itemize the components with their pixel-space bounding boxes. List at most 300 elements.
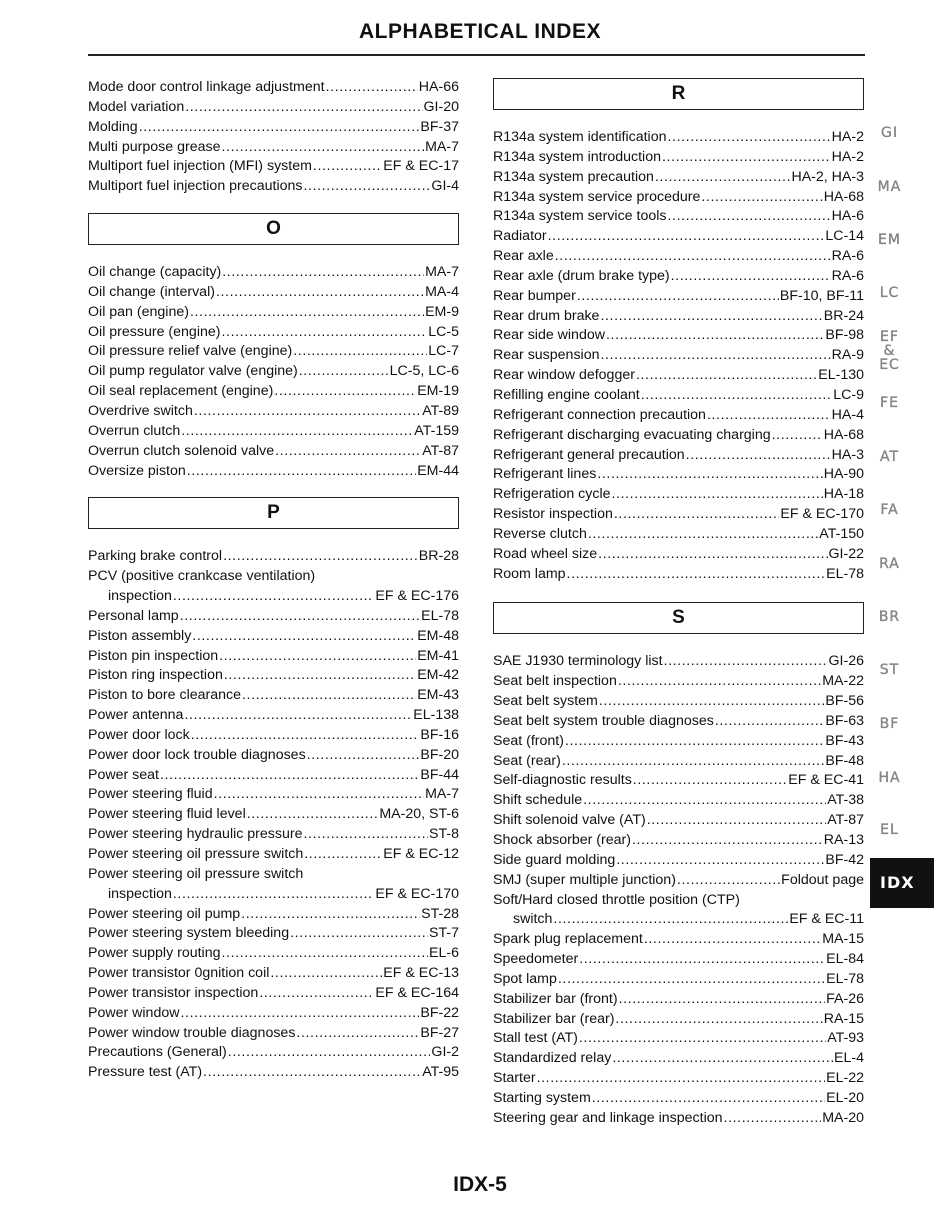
entry-page-ref: LC-14 [825,228,864,245]
dot-leader [191,726,420,746]
dot-leader [772,426,823,446]
section-tab-ef-ec: EF & EC [879,329,900,373]
entry-label: Rear axle (drum brake type) [493,267,670,284]
entry-page-ref: EF & EC-17 [383,158,459,175]
dot-leader [180,607,420,627]
entry-label: Multi purpose grease [88,138,221,155]
entry-label: Resistor inspection [493,506,613,523]
index-entry [88,746,459,766]
dot-leader [644,930,821,950]
entry-label: Side guard molding [493,851,616,868]
index-entry [493,148,864,168]
entry-page-ref: BF-98 [825,327,864,344]
title-rule [88,54,865,56]
entry-label: R134a system service procedure [493,188,701,205]
section-tab-at: AT [879,449,900,465]
index-entry [88,462,459,482]
left-column [88,78,459,1083]
dot-leader [600,307,822,327]
index-entry [493,207,864,227]
dot-leader [668,128,831,148]
dot-leader [615,1010,822,1030]
index-entry [88,1024,459,1044]
o-entries-list [88,263,459,481]
entry-page-ref: RA-15 [823,1010,864,1027]
dot-leader [600,346,830,366]
index-entry [88,627,459,647]
entry-label: Starting system [493,1089,591,1106]
index-entry [493,346,864,366]
s-entries-list [493,652,864,1128]
index-entry [493,1109,864,1129]
index-entry [88,402,459,422]
entry-label: Oil change (interval) [88,283,215,300]
entry-label: Soft/Hard closed throttle position (CTP) [493,891,740,908]
dot-leader [185,98,422,118]
entry-page-ref: MA-7 [425,786,459,803]
section-tab-el: EL [880,822,899,838]
index-entry [88,342,459,362]
entry-page-ref: GI-4 [431,178,459,195]
entry-label: Personal lamp [88,607,179,624]
entry-label: Model variation [88,98,185,115]
entry-label: Oil pressure relief valve (engine) [88,343,293,360]
index-entry [493,326,864,346]
entry-label: Oil change (capacity) [88,264,222,281]
entry-label: inspection [108,588,172,605]
index-entry [88,785,459,805]
entry-label: Refrigerant lines [493,466,597,483]
index-entry [88,177,459,197]
entry-label: Power window trouble diagnoses [88,1024,296,1041]
entry-label: Shock absorber (rear) [493,832,631,848]
entry-page-ref: MA-22 [822,673,864,690]
index-entry [493,188,864,208]
entry-label: Precautions (General) [88,1044,227,1061]
entry-label: Power seat [88,766,159,783]
entry-page-ref: BF-20 [420,746,459,763]
entry-page-ref: MA-7 [425,138,459,155]
index-entry [493,910,864,930]
index-entry [493,1010,864,1030]
entry-page-ref: EL-4 [834,1050,864,1067]
entry-page-ref: EL-84 [826,951,864,968]
section-tab-lc: LC [879,285,900,301]
entry-page-ref: GI-22 [828,545,864,562]
index-entry [88,825,459,845]
dot-leader [616,851,824,871]
entry-label: Overrun clutch solenoid valve [88,442,275,459]
dot-leader [701,188,822,208]
dot-leader [599,692,824,712]
dot-leader [259,984,374,1004]
index-entry [88,1043,459,1063]
entry-label: Refilling engine coolant [493,386,640,403]
index-entry [493,128,864,148]
entry-label: Overrun clutch [88,422,181,439]
entry-page-ref: EM-9 [425,303,459,320]
entry-label: Power steering fluid level [88,806,246,823]
entry-label: Molding [88,118,138,135]
dot-leader [304,845,382,865]
index-entry [88,98,459,118]
section-tab-br: BR [878,609,901,625]
entry-label: Oil pump regulator valve (engine) [88,363,298,380]
entry-label: Room lamp [493,565,566,582]
entry-page-ref: HA-18 [823,486,864,503]
dot-leader [606,326,824,346]
index-entry [493,366,864,386]
dot-leader [160,766,419,786]
entry-label: Self-diagnostic results [493,772,632,789]
index-entry [88,647,459,667]
entry-page-ref: BF-44 [420,766,459,783]
entry-page-ref: EL-22 [826,1070,864,1087]
index-entry [493,692,864,712]
index-entry [493,791,864,811]
index-entry [88,442,459,462]
index-entry [493,1029,864,1049]
dot-leader [293,342,427,362]
entry-page-ref: HA-6 [831,208,864,225]
index-entry [88,805,459,825]
entry-label: Refrigerant general precaution [493,446,685,463]
index-entry [88,865,459,885]
entry-page-ref: BF-43 [825,732,864,749]
entry-label: Shift schedule [493,792,583,809]
entry-page-ref: FA-26 [826,990,864,1007]
dot-leader [597,465,822,485]
entry-label: Steering gear and linkage inspection [493,1109,723,1126]
section-tab-ha: HA [878,770,901,786]
dot-leader [677,871,780,891]
dot-leader [655,168,791,188]
index-entry [88,263,459,283]
dot-leader [181,422,413,442]
index-entry [493,851,864,871]
index-entry [493,990,864,1010]
dot-leader [579,1029,826,1049]
entry-label: inspection [108,885,172,902]
entry-page-ref: EF & EC-170 [780,506,864,523]
entry-page-ref: EL-6 [429,945,459,962]
entry-page-ref: MA-15 [822,931,864,948]
dot-leader [592,1089,825,1109]
entry-page-ref: AT-95 [422,1064,459,1081]
entry-label: Power supply routing [88,945,221,962]
index-entry [493,168,864,188]
dot-leader [562,752,825,772]
dot-leader [224,666,416,686]
page-number: IDX-5 [453,1173,507,1196]
index-entry [493,525,864,545]
entry-label: Rear suspension [493,347,600,364]
dot-leader [222,138,425,158]
entry-page-ref: AT-87 [422,442,459,459]
entry-page-ref: MA-20 [822,1109,864,1126]
section-tab-bf: BF [879,716,900,732]
index-entry [493,1049,864,1069]
dot-leader [686,446,831,466]
entry-page-ref: EF & EC-176 [375,588,459,605]
entry-label: Power steering system bleeding [88,925,290,942]
dot-leader [139,118,420,138]
index-entry [493,1089,864,1109]
r-entries-list [493,128,864,584]
entry-label: Starter [493,1070,536,1087]
index-entry [88,78,459,98]
entry-label: Overdrive switch [88,402,193,419]
entry-label: Spark plug replacement [493,931,643,948]
entry-page-ref: RA-13 [823,832,864,848]
entry-page-ref: BF-10, BF-11 [779,287,864,304]
dot-leader [290,924,428,944]
dot-leader [647,811,826,831]
dot-leader [567,565,826,585]
index-entry [88,547,459,567]
entry-page-ref: AT-38 [827,792,864,809]
entry-label: Rear window defogger [493,367,635,384]
dot-leader [548,227,825,247]
entry-label: Stabilizer bar (rear) [493,1010,615,1027]
index-entry [88,157,459,177]
entry-page-ref: HA-4 [831,406,864,423]
dot-leader [555,247,831,267]
index-entry [493,386,864,406]
dot-leader [612,485,823,505]
index-entry [493,465,864,485]
entry-page-ref: HA-2 [831,129,864,145]
entry-label: Piston pin inspection [88,647,219,664]
index-entry [493,752,864,772]
entry-page-ref: EM-44 [417,462,459,479]
index-entry [88,303,459,323]
entry-label: Mode door control linkage adjustment [88,79,325,95]
dot-leader [296,1024,419,1044]
section-header-s: S [493,602,864,634]
entry-page-ref: LC-5 [428,323,459,340]
m-entries-list [88,78,459,197]
dot-leader [565,732,824,752]
entry-page-ref: MA-7 [425,264,459,281]
entry-page-ref: ST-28 [421,905,459,922]
entry-page-ref: BR-28 [418,548,459,565]
dot-leader [216,283,424,303]
index-entry [88,607,459,627]
entry-label: Road wheel size [493,545,598,562]
entry-label: Power steering fluid [88,786,213,803]
entry-label: Power transistor inspection [88,984,259,1001]
index-entry [493,307,864,327]
entry-page-ref: HA-90 [823,466,864,483]
entry-page-ref: EF & EC-41 [788,772,864,789]
entry-label: Oil pan (engine) [88,303,189,320]
dot-leader [187,462,416,482]
entry-page-ref: HA-68 [823,188,864,205]
section-header-r: R [493,78,864,110]
entry-page-ref: EF & EC-12 [383,846,459,862]
dot-leader [588,525,818,545]
index-entry [493,426,864,446]
entry-page-ref: BF-37 [420,118,459,135]
entry-label: Multiport fuel injection precautions [88,178,303,195]
index-entry [88,422,459,442]
entry-label: R134a system identification [493,129,667,145]
entry-page-ref: AT-150 [819,525,864,542]
entry-page-ref: EL-130 [818,367,864,384]
dot-leader [612,1049,833,1069]
section-tab-gi: GI [881,125,898,141]
entry-label: R134a system service tools [493,208,667,225]
index-entry [493,811,864,831]
dot-leader [203,1063,421,1083]
entry-label: Power antenna [88,707,184,724]
index-entry [88,984,459,1004]
dot-leader [583,791,826,811]
dot-leader [222,263,424,283]
entry-page-ref: EM-42 [417,667,459,684]
index-entry [493,652,864,672]
index-entry [493,930,864,950]
entry-label: Oil pressure (engine) [88,323,221,340]
entry-page-ref: AT-93 [827,1030,864,1047]
dot-leader [304,825,429,845]
entry-page-ref: EF & EC-11 [789,911,864,928]
entry-page-ref: LC-7 [428,343,459,360]
entry-label: Piston to bore clearance [88,687,242,704]
entry-page-ref: EM-41 [417,647,459,664]
index-entry [88,845,459,865]
index-entry [88,283,459,303]
dot-leader [219,647,416,667]
section-tab-em: EM [878,232,901,248]
index-entry [493,287,864,307]
dot-leader [184,706,412,726]
page-title: ALPHABETICAL INDEX [359,20,601,43]
entry-label: Oversize piston [88,462,186,479]
section-tab-fe: FE [880,395,899,411]
index-entry [88,766,459,786]
index-entry [88,118,459,138]
entry-label: Power door lock [88,726,190,743]
entry-label: PCV (positive crankcase ventilation) [88,568,316,585]
entry-page-ref: EL-78 [421,607,459,624]
entry-label: Seat (rear) [493,752,561,769]
index-entry [493,446,864,466]
dot-leader [553,910,788,930]
entry-page-ref: AT-89 [422,402,459,419]
dot-leader [619,990,826,1010]
entry-page-ref: BF-56 [825,693,864,710]
dot-leader [222,944,429,964]
entry-page-ref: AT-159 [414,422,459,439]
p-entries-list [88,547,459,1083]
entry-page-ref: EL-20 [826,1089,864,1106]
dot-leader [579,950,825,970]
entry-page-ref: EF & EC-170 [375,885,459,902]
entry-page-ref: HA-68 [823,426,864,443]
dot-leader [275,442,421,462]
entry-label: SAE J1930 terminology list [493,653,663,670]
index-entry [88,138,459,158]
index-entry [493,406,864,426]
entry-page-ref: AT-87 [827,812,864,829]
index-entry [493,732,864,752]
section-header-o: O [88,213,459,245]
index-entry [493,267,864,287]
entry-label: Seat (front) [493,732,564,749]
entry-label: Refrigerant connection precaution [493,406,706,423]
entry-label: Refrigeration cycle [493,486,611,503]
entry-label: Reverse clutch [493,525,587,542]
entry-label: Seat belt system trouble diagnoses [493,712,714,729]
index-entry [493,247,864,267]
dot-leader [614,505,780,525]
entry-label: Piston assembly [88,627,192,644]
entry-page-ref: RA-6 [831,267,864,284]
entry-page-ref: BF-27 [420,1024,459,1041]
dot-leader [247,805,379,825]
index-entry [88,323,459,343]
dot-leader [537,1069,826,1089]
section-tab-ma: MA [877,179,902,195]
entry-page-ref: GI-2 [431,1044,459,1061]
index-entry [88,924,459,944]
dot-leader [307,746,420,766]
entry-page-ref: EL-138 [413,707,459,724]
dot-leader [632,831,823,851]
index-entry [88,726,459,746]
entry-page-ref: BF-16 [420,726,459,743]
entry-page-ref: EM-48 [417,627,459,644]
index-entry [493,505,864,525]
dot-leader [633,771,788,791]
entry-page-ref: HA-2 [831,148,864,165]
index-entry [493,545,864,565]
dot-leader [214,785,424,805]
dot-leader [326,78,418,98]
dot-leader [558,970,825,990]
entry-label: Power steering oil pump [88,905,241,922]
entry-label: Stabilizer bar (front) [493,990,618,1007]
dot-leader [671,267,831,287]
entry-label: Power door lock trouble diagnoses [88,746,306,763]
dot-leader [274,382,416,402]
dot-leader [221,323,427,343]
entry-page-ref: RA-6 [831,248,864,265]
dot-leader [715,712,825,732]
entry-page-ref: HA-66 [418,79,459,95]
entry-page-ref: BF-22 [420,1004,459,1021]
index-entry [493,891,864,911]
index-entry [493,712,864,732]
entry-label: Shift solenoid valve (AT) [493,812,646,829]
dot-leader [173,587,375,607]
entry-page-ref: GI-26 [828,653,864,670]
section-tab-idx: IDX [870,858,934,908]
entry-page-ref: EM-43 [417,687,459,704]
index-entry [493,565,864,585]
dot-leader [641,386,833,406]
index-entry [493,950,864,970]
entry-page-ref: BF-48 [825,752,864,769]
index-entry [493,771,864,791]
dot-leader [223,547,418,567]
entry-page-ref: HA-3 [831,446,864,463]
dot-leader [180,1004,419,1024]
dot-leader [241,905,420,925]
dot-leader [190,303,424,323]
